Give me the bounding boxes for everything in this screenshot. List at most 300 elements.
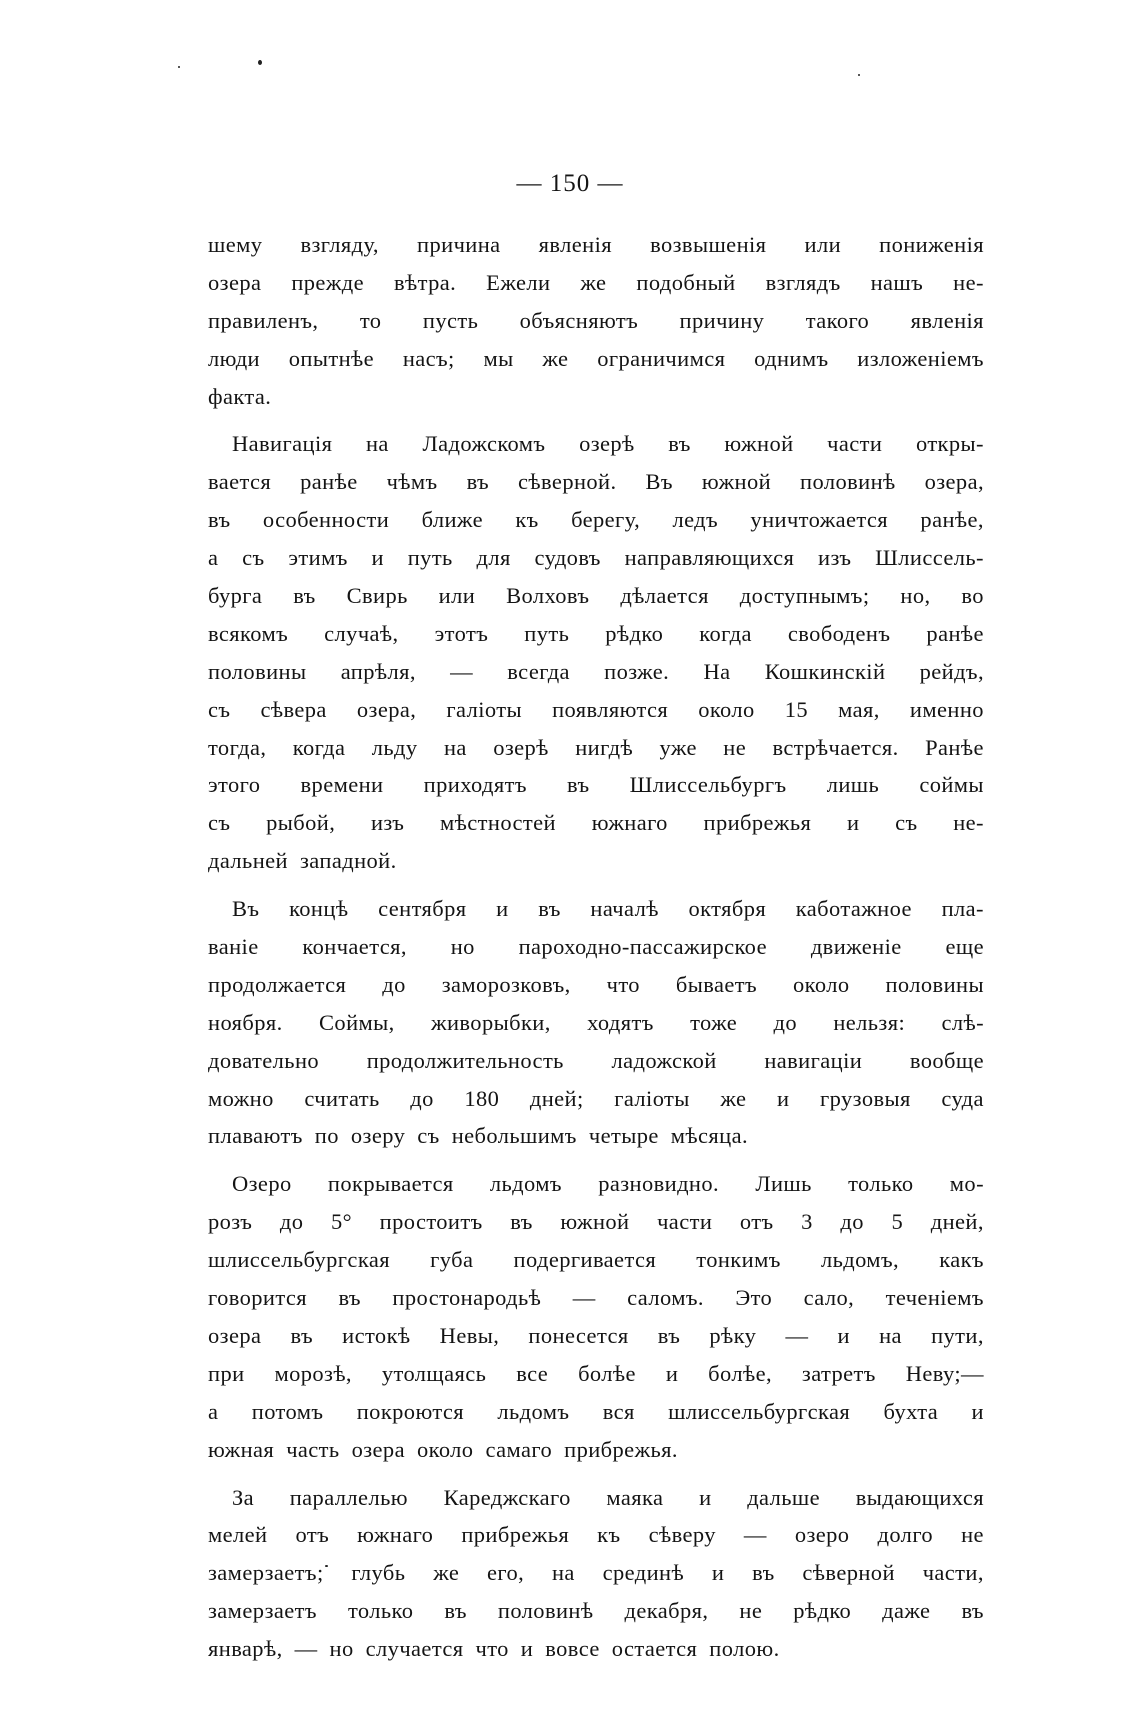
word: 3	[801, 1209, 813, 1235]
word: на	[443, 734, 467, 760]
word: объясняютъ	[519, 307, 639, 333]
word: до	[840, 1209, 864, 1235]
word: рѣдко	[793, 1598, 852, 1624]
word: въ	[208, 507, 231, 533]
word: болѣе	[578, 1360, 636, 1386]
word: до	[410, 1085, 434, 1111]
word: слѣ-	[941, 1009, 984, 1035]
word: сѣвера	[260, 696, 327, 722]
text-line	[208, 1165, 984, 1203]
word: галіоты	[446, 696, 522, 722]
word: а	[208, 545, 219, 571]
word: Это	[735, 1285, 773, 1311]
word: же	[542, 345, 569, 371]
word: Ранѣе	[925, 734, 984, 760]
word: же	[720, 1085, 747, 1111]
word: декабря,	[624, 1598, 709, 1624]
word: въ	[444, 1598, 467, 1624]
word: Кошкинскій	[764, 658, 886, 684]
word: времени	[300, 772, 384, 798]
word: простонародьѣ	[392, 1285, 542, 1311]
word: ранѣе	[926, 620, 984, 646]
word: что	[606, 971, 640, 997]
word: —	[450, 658, 474, 684]
word: —	[743, 1522, 767, 1548]
text-line	[208, 1355, 984, 1393]
word: путь	[524, 620, 570, 646]
word: Невы,	[439, 1322, 500, 1348]
word: Неву;—	[905, 1360, 984, 1386]
word: можно	[208, 1085, 274, 1111]
ink-speck	[178, 66, 180, 68]
word: южнаго	[357, 1522, 434, 1548]
word: отъ	[739, 1209, 774, 1235]
word: до	[382, 971, 406, 997]
word: откры-	[915, 431, 984, 457]
word: галіоты	[614, 1085, 690, 1111]
word: озеро	[794, 1522, 850, 1548]
word: чѣмъ	[386, 469, 438, 495]
word: шлиссельбургская	[208, 1247, 390, 1273]
word: лишь	[826, 772, 880, 798]
word: около	[698, 696, 755, 722]
word: началѣ	[590, 896, 659, 922]
word: мелей	[208, 1522, 268, 1548]
text-line	[208, 1004, 984, 1042]
body-text	[208, 226, 984, 1668]
word: южной	[701, 469, 772, 495]
word: же	[580, 269, 607, 295]
word: къ	[515, 507, 539, 533]
text-line	[208, 1317, 984, 1355]
word: судовъ	[534, 545, 601, 571]
word: въ	[538, 896, 561, 922]
word: теченіемъ	[885, 1285, 984, 1311]
word: 5°	[330, 1209, 353, 1235]
text-line	[208, 302, 984, 340]
word: Въ	[232, 896, 260, 922]
word: даже	[882, 1598, 931, 1624]
word: взглядъ	[765, 269, 841, 295]
word: возвышенія	[650, 232, 767, 257]
word: вообще	[909, 1047, 984, 1073]
word: параллелью	[289, 1484, 408, 1510]
word: половины	[208, 658, 307, 684]
text-line	[208, 928, 984, 966]
word: половинѣ	[497, 1598, 594, 1624]
word: съ	[895, 810, 918, 836]
word: части	[827, 431, 883, 457]
word: направляющихся	[624, 545, 795, 571]
word: не	[723, 734, 747, 760]
word: разновидно.	[598, 1171, 720, 1197]
word: довательно	[208, 1047, 320, 1073]
text-line	[208, 766, 984, 804]
word: для	[476, 545, 511, 571]
word: выдающихся	[855, 1484, 984, 1510]
word: ближе	[421, 507, 483, 533]
word: покрывается	[327, 1171, 454, 1197]
word: въ	[752, 1560, 775, 1586]
word: грузовыя	[820, 1085, 911, 1111]
word: когда	[292, 734, 346, 760]
word: шлиссельбургская	[668, 1398, 851, 1424]
word: продолжительность	[366, 1047, 564, 1073]
word: особенности	[262, 507, 390, 533]
word: ноября.	[208, 1009, 283, 1035]
word: покроются	[356, 1398, 465, 1424]
word: части,	[922, 1560, 984, 1586]
word: озера,	[924, 469, 984, 495]
word: и	[496, 896, 509, 922]
word: За	[232, 1484, 255, 1510]
word: пониженія	[879, 232, 984, 257]
word: мая,	[838, 696, 880, 722]
word: половинѣ	[800, 469, 896, 495]
word: или	[804, 232, 842, 257]
text-line	[208, 1203, 984, 1241]
text-line	[208, 729, 984, 767]
word: въ	[338, 1285, 361, 1311]
word: тоже	[690, 1009, 738, 1035]
word: истокѣ	[342, 1322, 411, 1348]
word: ранѣе,	[920, 507, 984, 533]
word: уже	[659, 734, 697, 760]
word: и	[699, 1484, 712, 1510]
word: утолщаясь	[381, 1360, 487, 1386]
word: однимъ	[754, 345, 829, 371]
text-line	[208, 804, 984, 842]
word: озера	[208, 269, 262, 295]
word: рейдъ,	[919, 658, 984, 684]
word: дѣлается	[620, 583, 709, 609]
text-line: дальней западной.	[208, 848, 397, 874]
word: въ	[657, 1322, 681, 1348]
word: бухта	[883, 1398, 939, 1424]
word: движеніе	[810, 934, 902, 960]
word: октября	[688, 896, 767, 922]
paragraph	[208, 890, 984, 1155]
word: концѣ	[289, 896, 349, 922]
word: то	[359, 307, 382, 333]
word: этимъ	[288, 545, 348, 571]
word: въ	[293, 583, 316, 609]
word: бурга	[208, 583, 263, 609]
word: нашъ	[870, 269, 924, 295]
word: и	[711, 1560, 725, 1586]
word: не	[739, 1598, 763, 1624]
word: въ	[567, 772, 590, 798]
word: 5	[891, 1209, 904, 1235]
word: вается	[208, 469, 272, 495]
word: въ	[290, 1322, 314, 1348]
word: но,	[900, 583, 931, 609]
word: Лишь	[755, 1171, 812, 1197]
word: На	[703, 658, 731, 684]
text-line	[208, 1080, 984, 1118]
word: тогда,	[208, 734, 267, 760]
word: же	[433, 1560, 460, 1586]
word: позже.	[604, 658, 670, 684]
word: Волховъ	[506, 583, 590, 609]
word: озерѣ	[493, 734, 549, 760]
word: льдомъ,	[820, 1247, 900, 1273]
text-line	[208, 1042, 984, 1080]
text-line: факта.	[208, 383, 272, 409]
word: только	[848, 1171, 914, 1197]
word: льдомъ	[489, 1171, 562, 1197]
word: не	[961, 1522, 984, 1548]
word: какъ	[939, 1247, 984, 1273]
text-line: южная часть озера около самаго прибрежья.	[208, 1436, 678, 1462]
word: въ	[961, 1598, 984, 1624]
word: сѣверной	[802, 1560, 895, 1586]
word: замерзаетъ;	[208, 1560, 324, 1586]
word: бываетъ	[675, 971, 758, 997]
word: не-	[953, 269, 984, 295]
word: говорится	[208, 1285, 307, 1311]
word: и	[837, 1322, 850, 1348]
text-line	[208, 966, 984, 1004]
word: сѣверу	[648, 1522, 716, 1548]
word: дней,	[930, 1209, 984, 1235]
word: мѣстностей	[440, 810, 556, 836]
word: продолжается	[208, 971, 347, 997]
word: тонкимъ	[696, 1247, 781, 1273]
text-line	[208, 1516, 984, 1554]
word: около	[793, 971, 850, 997]
word: изъ	[818, 545, 852, 571]
text-line	[208, 1393, 984, 1431]
word: пути,	[931, 1322, 984, 1348]
word: шему	[208, 232, 263, 257]
word: заморозковъ,	[441, 971, 571, 997]
word: ледъ	[672, 507, 719, 533]
word: Навигація	[232, 431, 333, 457]
word: именно	[909, 696, 984, 722]
word: пусть	[422, 307, 479, 333]
word: такого	[805, 307, 870, 333]
text-line	[208, 691, 984, 729]
word: губа	[430, 1247, 474, 1273]
word: замерзаетъ	[208, 1598, 317, 1624]
word: затретъ	[801, 1360, 876, 1386]
word: понесется	[528, 1322, 629, 1348]
word: только	[347, 1598, 414, 1624]
word: вся	[602, 1398, 635, 1424]
word: Озеро	[232, 1171, 292, 1197]
word: насъ;	[402, 345, 455, 371]
word: когда	[699, 620, 752, 646]
word: этого	[208, 772, 261, 798]
word: ладожской	[611, 1047, 717, 1073]
word: прежде	[291, 269, 365, 295]
page-number: — 150 —	[516, 170, 624, 197]
word: срединѣ	[602, 1560, 685, 1586]
word: взгляду,	[300, 232, 379, 257]
word: нельзя:	[833, 1009, 906, 1035]
word: и	[371, 545, 384, 571]
word: но	[450, 934, 475, 960]
word: во	[961, 583, 984, 609]
word: —	[785, 1322, 809, 1348]
word: люди	[208, 345, 260, 371]
word: не-	[953, 810, 984, 836]
word: каботажное	[795, 896, 912, 922]
word: 15	[784, 696, 809, 722]
word: берегу,	[571, 507, 641, 533]
word: до	[279, 1209, 304, 1235]
word: глубь	[351, 1560, 406, 1586]
word: ограничимся	[597, 345, 726, 371]
word: суда	[941, 1085, 984, 1111]
word: озера,	[356, 696, 417, 722]
word: нигдѣ	[575, 734, 634, 760]
word: Ежели	[486, 269, 551, 295]
word: рѣку	[709, 1322, 757, 1348]
word: ходятъ	[587, 1009, 654, 1035]
word: все	[516, 1360, 549, 1386]
word: южнаго	[591, 810, 668, 836]
word: сало,	[803, 1285, 855, 1311]
word: подергивается	[513, 1247, 657, 1273]
text-line	[208, 1592, 984, 1630]
word: въ	[466, 469, 490, 495]
word: еще	[945, 934, 984, 960]
paragraph	[208, 226, 984, 415]
ink-speck	[858, 74, 860, 76]
word: до	[773, 1009, 797, 1035]
word: путь	[407, 545, 453, 571]
word: долго	[877, 1522, 934, 1548]
text-line: январѣ, — но случается что и вовсе остается полою.	[208, 1636, 780, 1662]
paragraph	[208, 1165, 984, 1468]
word: ранѣе	[300, 469, 358, 495]
word: прибрежья	[461, 1522, 570, 1548]
word: случаѣ,	[324, 620, 399, 646]
word: рыбой,	[266, 810, 336, 836]
word: льдомъ	[497, 1398, 570, 1424]
word: правиленъ,	[208, 307, 319, 333]
word: явленія	[538, 232, 613, 257]
word: розъ	[208, 1209, 253, 1235]
word: морозѣ,	[274, 1360, 352, 1386]
word: его,	[487, 1560, 525, 1586]
text-line	[208, 1241, 984, 1279]
word: всегда	[507, 658, 570, 684]
word: съ	[208, 696, 231, 722]
text-line	[208, 1554, 984, 1592]
word: озера	[208, 1322, 262, 1348]
text-line	[208, 1279, 984, 1317]
word: къ	[597, 1522, 621, 1548]
word: части	[657, 1209, 713, 1235]
word: 180	[464, 1085, 500, 1111]
word: рѣдко	[605, 620, 664, 646]
text-line	[208, 463, 984, 501]
word: апрѣля,	[340, 658, 416, 684]
word: опытнѣе	[288, 345, 375, 371]
word: озерѣ	[579, 431, 635, 457]
word: болѣе,	[708, 1360, 773, 1386]
word: съ	[208, 810, 231, 836]
word: доступнымъ;	[739, 583, 870, 609]
word: кончается,	[302, 934, 407, 960]
word: и	[846, 810, 860, 836]
paragraph	[208, 1479, 984, 1668]
word: и	[777, 1085, 790, 1111]
word: на	[365, 431, 389, 457]
word: Кареджскаго	[443, 1484, 571, 1510]
word: въ	[510, 1209, 533, 1235]
word: дней;	[529, 1085, 584, 1111]
word: Шлиссель-	[875, 545, 984, 571]
paragraph	[208, 425, 984, 880]
word: а	[208, 1398, 219, 1424]
word: и	[665, 1360, 679, 1386]
word: дальше	[747, 1484, 821, 1510]
word: половины	[885, 971, 984, 997]
word: встрѣчается.	[772, 734, 899, 760]
word: Свирь	[346, 583, 408, 609]
word: прибрежья	[703, 810, 812, 836]
text-line	[208, 264, 984, 302]
word: ваніе	[208, 934, 259, 960]
word: изложеніемъ	[857, 345, 984, 371]
text-line	[208, 340, 984, 378]
word: на	[879, 1322, 902, 1348]
text-line	[208, 501, 984, 539]
word: въ	[668, 431, 691, 457]
word: подобный	[636, 269, 736, 295]
word: на	[551, 1560, 575, 1586]
word: Ладожскомъ	[422, 431, 546, 457]
word: Шлиссельбургъ	[629, 772, 787, 798]
word: льду	[371, 734, 418, 760]
text-line	[208, 539, 984, 577]
word: уничтожается	[750, 507, 889, 533]
word: приходятъ	[423, 772, 527, 798]
word: этотъ	[434, 620, 489, 646]
word: южной	[560, 1209, 630, 1235]
word: навигаціи	[764, 1047, 863, 1073]
text-line	[208, 890, 984, 928]
word: саломъ.	[627, 1285, 704, 1311]
word: мы	[483, 345, 514, 371]
ink-speck	[258, 60, 262, 65]
word: причину	[679, 307, 765, 333]
word: сентября	[378, 896, 467, 922]
text-line: плаваютъ по озеру съ небольшимъ четыре мѣсяца.	[208, 1123, 749, 1149]
word: и	[971, 1398, 984, 1424]
text-line	[208, 653, 984, 691]
word: отъ	[295, 1522, 330, 1548]
text-line	[208, 615, 984, 653]
word: или	[438, 583, 476, 609]
word: свободенъ	[787, 620, 891, 646]
word: съ	[242, 545, 265, 571]
word: Соймы,	[319, 1009, 395, 1035]
word: появляются	[552, 696, 669, 722]
word: всякомъ	[208, 620, 289, 646]
word: маяка	[606, 1484, 664, 1510]
word: при	[208, 1360, 245, 1386]
word: южной	[724, 431, 794, 457]
word: считать	[304, 1085, 380, 1111]
word: вѣтра.	[393, 269, 457, 295]
word: соймы	[919, 772, 984, 798]
word: изъ	[370, 810, 405, 836]
